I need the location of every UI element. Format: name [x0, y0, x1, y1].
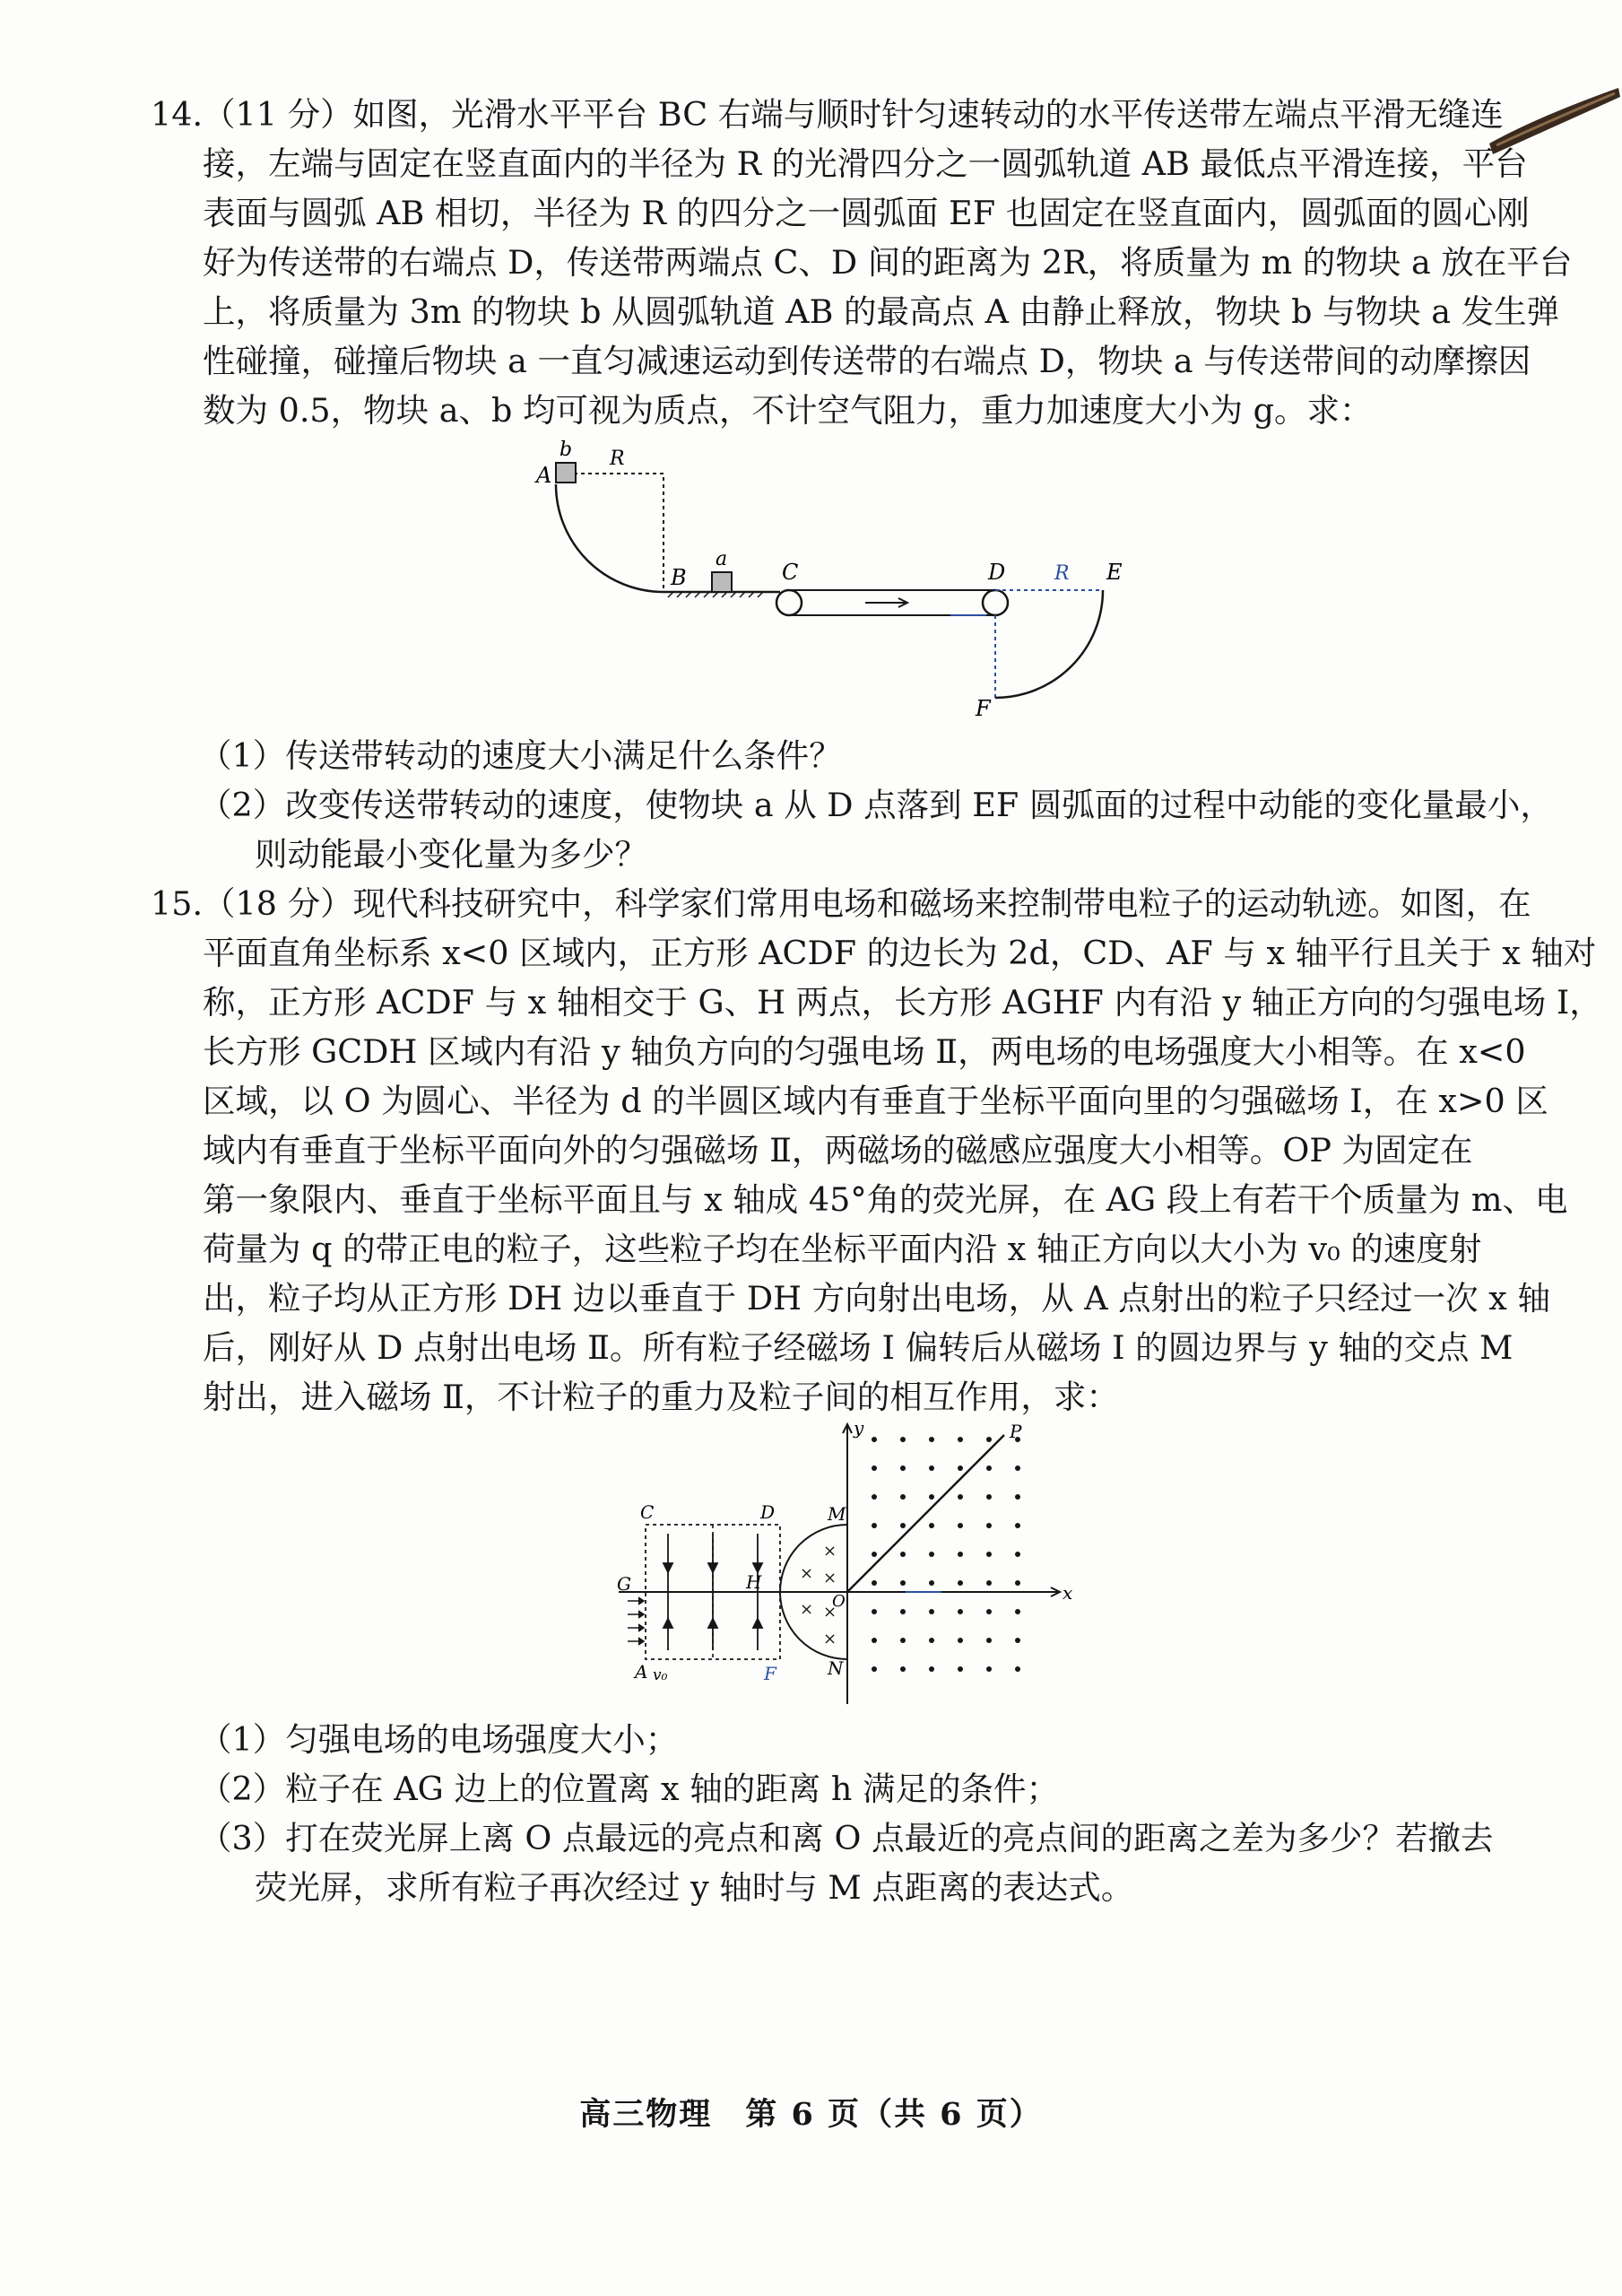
- q14-line: 上，将质量为 3m 的物块 b 从圆弧轨道 AB 的最高点 A 由静止释放，物块 b 与物块 a 发生弹: [203, 292, 1560, 331]
- q14-subquestion-2: （2）改变传送带转动的速度，使物块 a 从 D 点落到 EF 圆弧面的过程中动能的变化量最小，: [199, 786, 1553, 824]
- block-b: [556, 463, 576, 483]
- field-dot: [1015, 1609, 1020, 1614]
- label-R: R: [1054, 562, 1070, 585]
- field-dot: [872, 1552, 877, 1557]
- field-dot: [958, 1494, 963, 1500]
- field-dot: [958, 1666, 963, 1672]
- field-dot: [986, 1580, 992, 1586]
- field-dot: [958, 1523, 963, 1528]
- svg-text:×: ×: [800, 1564, 814, 1583]
- label-v0: v₀: [653, 1666, 668, 1684]
- field-out-of-page-dots: [872, 1437, 1020, 1672]
- arc-ef: [995, 590, 1103, 698]
- label-M: M: [828, 1503, 846, 1525]
- svg-text:×: ×: [800, 1600, 814, 1619]
- q15-line: 射出，进入磁场 Ⅱ，不计粒子的重力及粒子间的相互作用，求：: [203, 1378, 1119, 1416]
- label-a: a: [716, 548, 728, 570]
- q15-figure: [610, 1413, 1094, 1709]
- label-D: D: [760, 1501, 776, 1523]
- roller-d: [983, 590, 1008, 615]
- q14-subquestion-2: 则动能最小变化量为多少？: [255, 835, 647, 874]
- q15-line: 第一象限内、垂直于坐标平面且与 x 轴成 45°角的荧光屏，在 AG 段上有若干个质量为 m、电: [203, 1180, 1568, 1219]
- field-dot: [958, 1437, 963, 1442]
- label-P: P: [1010, 1421, 1022, 1442]
- field-dot: [929, 1437, 934, 1442]
- field-dot: [986, 1666, 992, 1672]
- label-A: A: [635, 1661, 648, 1683]
- field-dot: [1015, 1494, 1020, 1500]
- field-dot: [1015, 1638, 1020, 1643]
- field-dot: [872, 1638, 877, 1643]
- roller-c: [776, 590, 802, 615]
- label-F: F: [764, 1663, 776, 1684]
- q15-line: 域内有垂直于坐标平面向外的匀强磁场 Ⅱ，两磁场的磁感应强度大小相等。OP 为固定在: [203, 1131, 1473, 1170]
- field-dot: [872, 1666, 877, 1672]
- field-dot: [958, 1465, 963, 1471]
- field-dot: [1015, 1552, 1020, 1557]
- field-dot: [958, 1609, 963, 1614]
- q14-subquestion-1: （1）传送带转动的速度大小满足什么条件？: [199, 736, 842, 775]
- field-dot: [986, 1609, 992, 1614]
- label-G: G: [617, 1573, 631, 1595]
- field-dot: [929, 1494, 934, 1500]
- field-dot: [929, 1523, 934, 1528]
- q15-line: 区域，以 O 为圆心、半径为 d 的半圆区域内有垂直于坐标平面向里的匀强磁场 Ⅰ，在 x>0 区: [203, 1082, 1548, 1120]
- q15-line: 平面直角坐标系 x<0 区域内，正方形 ACDF 的边长为 2d，CD、AF 与 x 轴平行且关于 x 轴对: [203, 934, 1597, 972]
- field-dot: [900, 1609, 906, 1614]
- label-C: C: [782, 560, 799, 585]
- arc-ab: [556, 484, 664, 592]
- field-dot: [900, 1638, 906, 1643]
- field-dot: [1015, 1523, 1020, 1528]
- label-H: H: [746, 1571, 762, 1593]
- q14-subquestions: [199, 731, 1553, 879]
- screen-op: [847, 1435, 1004, 1592]
- field-dot: [929, 1552, 934, 1557]
- svg-text:×: ×: [823, 1569, 837, 1587]
- label-B: B: [671, 565, 687, 590]
- field-dot: [900, 1580, 906, 1586]
- field-dot: [872, 1494, 877, 1500]
- field-dot: [900, 1437, 906, 1442]
- label-A: A: [536, 463, 552, 488]
- field-dot: [1015, 1580, 1020, 1586]
- label-D: D: [988, 560, 1006, 585]
- field-dot: [986, 1523, 992, 1528]
- q15-line: 出，粒子均从正方形 DH 边以垂直于 DH 方向射出电场，从 A 点射出的粒子只经过一次 x 轴: [203, 1279, 1550, 1318]
- field-dot: [900, 1494, 906, 1500]
- page-footer: 高三物理 第 6 页（共 6 页）: [579, 2096, 1043, 2133]
- q15-line: 15.（18 分）现代科技研究中，科学家们常用电场和磁场来控制带电粒子的运动轨迹。如图，在: [151, 884, 1531, 923]
- field-dot: [986, 1494, 992, 1500]
- field-dot: [900, 1666, 906, 1672]
- field-dot: [900, 1465, 906, 1471]
- label-N: N: [828, 1657, 844, 1679]
- radius-dotted: [574, 474, 664, 592]
- field-dot: [900, 1552, 906, 1557]
- q15-subquestions: [199, 1715, 1494, 1912]
- svg-text:×: ×: [823, 1630, 837, 1648]
- field-dot: [986, 1437, 992, 1442]
- field-dot: [986, 1638, 992, 1643]
- field-dot: [872, 1523, 877, 1528]
- q14-line: 好为传送带的右端点 D，传送带两端点 C、D 间的距离为 2R，将质量为 m 的物块 a 放在平台: [203, 243, 1573, 282]
- field-into-page-marks: [800, 1542, 837, 1648]
- block-a: [712, 572, 732, 592]
- field-dot: [929, 1580, 934, 1586]
- question-15-text: [151, 879, 1602, 1422]
- field-dot: [929, 1638, 934, 1643]
- label-x: x: [1063, 1582, 1073, 1604]
- field-dot: [872, 1609, 877, 1614]
- label-F: F: [976, 696, 991, 721]
- q14-line: 接，左端与固定在竖直面内的半径为 R 的光滑四分之一圆弧轨道 AB 最低点平滑连接，平台: [203, 144, 1528, 183]
- q14-line: 性碰撞，碰撞后物块 a 一直匀减速运动到传送带的右端点 D，物块 a 与传送带间的动摩擦因: [203, 342, 1531, 380]
- field-dot: [986, 1465, 992, 1471]
- field-dot: [900, 1523, 906, 1528]
- q15-subquestion-3: （3）打在荧光屏上离 O 点最远的亮点和离 O 点最近的亮点间的距离之差为多少？若撤去: [199, 1819, 1494, 1857]
- label-R: R: [610, 448, 625, 470]
- label-C: C: [640, 1501, 655, 1523]
- q14-figure: [520, 430, 1166, 735]
- q14-line: 数为 0.5，物块 a、b 均可视为质点，不计空气阻力，重力加速度大小为 g。求：: [203, 391, 1373, 430]
- svg-text:×: ×: [823, 1542, 837, 1561]
- field-dot: [872, 1580, 877, 1586]
- label-E: E: [1106, 560, 1123, 585]
- field-dot: [1015, 1666, 1020, 1672]
- q14-line: 表面与圆弧 AB 相切，半径为 R 的四分之一圆弧面 EF 也固定在竖直面内，圆弧面的圆心刚: [203, 194, 1530, 232]
- q15-subquestion-2: （2）粒子在 AG 边上的位置离 x 轴的距离 h 满足的条件；: [199, 1770, 1059, 1808]
- belt-direction-arrow: [865, 598, 907, 607]
- field-dot: [958, 1580, 963, 1586]
- field-dot: [872, 1437, 877, 1442]
- field-dot: [929, 1465, 934, 1471]
- field-dot: [929, 1609, 934, 1614]
- field-dot: [958, 1638, 963, 1643]
- label-y: y: [854, 1417, 864, 1439]
- label-O: O: [832, 1592, 846, 1611]
- q15-line: 长方形 GCDH 区域内有沿 y 轴负方向的匀强电场 Ⅱ，两电场的电场强度大小相等。在 x<0: [203, 1032, 1526, 1071]
- field-dot: [872, 1465, 877, 1471]
- q15-subquestion-1: （1）匀强电场的电场强度大小；: [199, 1720, 679, 1759]
- q15-subquestion-3: 荧光屏，求所有粒子再次经过 y 轴时与 M 点距离的表达式。: [255, 1868, 1134, 1907]
- field-dot: [986, 1552, 992, 1557]
- question-14-text: [151, 90, 1573, 435]
- q15-line: 荷量为 q 的带正电的粒子，这些粒子均在坐标平面内沿 x 轴正方向以大小为 v₀ 的速度射: [203, 1230, 1482, 1268]
- field-dot: [929, 1666, 934, 1672]
- field-dot: [1015, 1465, 1020, 1471]
- field-dot: [958, 1552, 963, 1557]
- q15-line: 称，正方形 ACDF 与 x 轴相交于 G、H 两点，长方形 AGHF 内有沿 y 轴正方向的匀强电场 Ⅰ，: [203, 983, 1602, 1022]
- q14-line: 14.（11 分）如图，光滑水平平台 BC 右端与顺时针匀速转动的水平传送带左端点平滑无缝连: [151, 95, 1504, 134]
- q15-line: 后，刚好从 D 点射出电场 Ⅱ。所有粒子经磁场 Ⅰ 偏转后从磁场 Ⅰ 的圆边界与 y 轴的交点 M: [203, 1328, 1514, 1367]
- svg-text:×: ×: [823, 1603, 837, 1622]
- label-b: b: [559, 439, 573, 461]
